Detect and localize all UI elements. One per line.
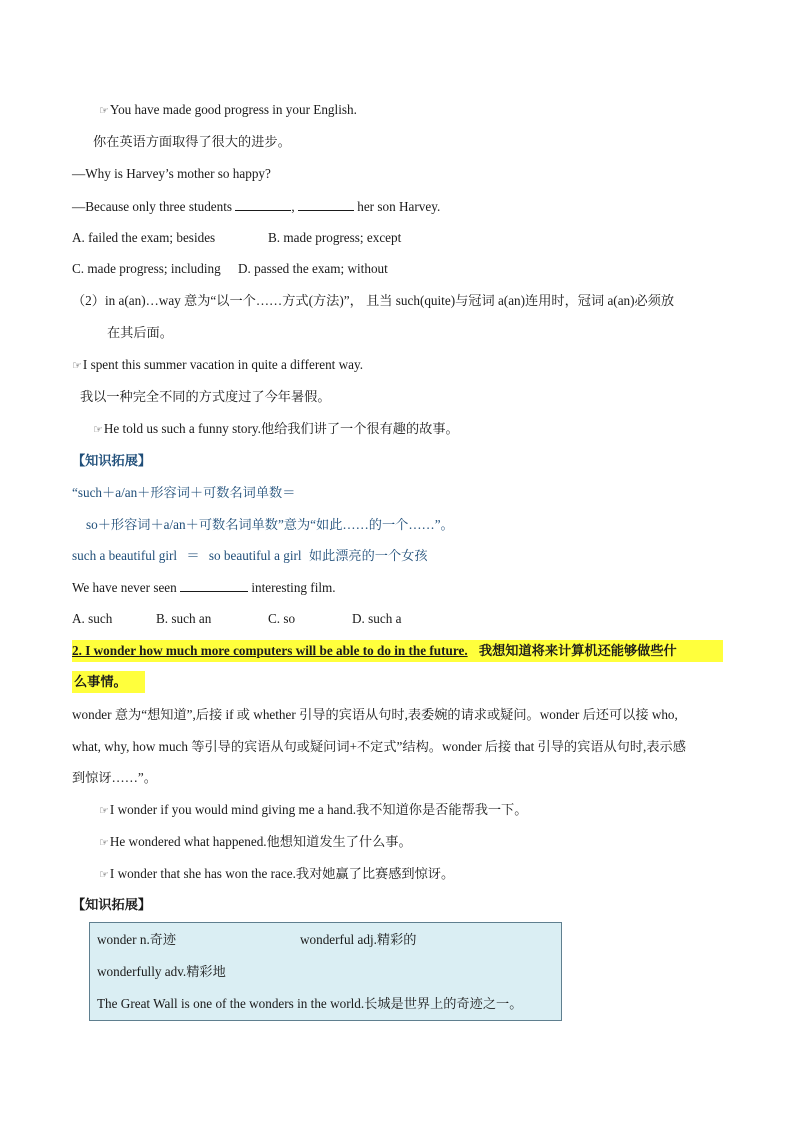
hand-pointing-icon: ☞	[99, 836, 109, 849]
rule-text: 在其后面。	[107, 325, 173, 340]
vocab-item: wonder n.奇迹	[97, 932, 177, 947]
paragraph-line: what, why, how much 等引导的宾语从句或疑问词+不定式”结构。wonder 后接 that 引导的宾语从句时,表示感	[72, 739, 686, 754]
translation-line: 你在英语方面取得了很大的进步。	[93, 134, 291, 149]
rule-text: “such＋a/an＋形容词＋可数名词单数＝	[72, 485, 296, 500]
sentence-heading: 2. I wonder how much more computers will be able to do in the future. 我想知道将来计算机还能够做些什	[72, 643, 677, 658]
vocab-item: wonderful adj.精彩的	[300, 932, 417, 947]
example-line: ☞He told us such a funny story.他给我们讲了一个很有趣的故事。	[93, 421, 459, 436]
paragraph-line: wonder 意为“想知道”,后接 if 或 whether 引导的宾语从句时,表委婉的请求或疑问。wonder 后还可以接 who,	[72, 707, 678, 722]
example-line: ☞I wonder that she has won the race.我对她赢了比赛感到惊讶。	[99, 866, 455, 881]
vocab-item: wonderfully adv.精彩地	[97, 964, 226, 979]
option-c: C. so	[268, 611, 296, 626]
answer-blank	[180, 578, 248, 592]
answer-blank	[235, 197, 291, 211]
question-line: We have never seen interesting film.	[72, 580, 336, 595]
paragraph-line: 到惊讶……”。	[72, 770, 157, 785]
sentence-heading-cont: 么事情。	[74, 674, 127, 689]
option-d: D. such a	[352, 611, 402, 626]
option-b: B. such an	[156, 611, 212, 626]
translation-line: 我以一种完全不同的方式度过了今年暑假。	[80, 389, 331, 404]
vocab-example: The Great Wall is one of the wonders in the world.长城是世界上的奇迹之一。	[97, 996, 523, 1011]
option-c: C. made progress; including	[72, 261, 221, 276]
example-line: ☞I spent this summer vacation in quite a different way.	[72, 357, 364, 372]
question-line: —Because only three students , her son Harvey.	[72, 199, 441, 214]
rule-text: so＋形容词＋a/an＋可数名词单数”意为“如此……的一个……”。	[86, 517, 454, 532]
option-a: A. such	[72, 611, 113, 626]
option-a: A. failed the exam; besides	[72, 230, 216, 245]
option-d: D. passed the exam; without	[238, 261, 388, 276]
rule-example: such a beautiful girl ＝ so beautiful a girl 如此漂亮的一个女孩	[72, 548, 428, 563]
hand-pointing-icon: ☞	[99, 804, 109, 817]
question-line: —Why is Harvey’s mother so happy?	[72, 166, 271, 181]
hand-pointing-icon: ☞	[93, 423, 103, 436]
option-b: B. made progress; except	[268, 230, 402, 245]
example-line: ☞He wondered what happened.他想知道发生了什么事。	[99, 834, 412, 849]
hand-pointing-icon: ☞	[72, 359, 82, 372]
rule-text: （2）in a(an)…way 意为“以一个……方式(方法)”， 且当 such(quite)与冠词 a(an)连用时，冠词 a(an)必须放	[72, 293, 675, 308]
section-title: 【知识拓展】	[72, 453, 152, 468]
section-title: 【知识拓展】	[72, 897, 152, 912]
hand-pointing-icon: ☞	[99, 104, 109, 117]
hand-pointing-icon: ☞	[99, 868, 109, 881]
answer-blank	[298, 197, 354, 211]
example-line: ☞You have made good progress in your English.	[99, 102, 357, 117]
example-line: ☞I wonder if you would mind giving me a hand.我不知道你是否能帮我一下。	[99, 802, 528, 817]
